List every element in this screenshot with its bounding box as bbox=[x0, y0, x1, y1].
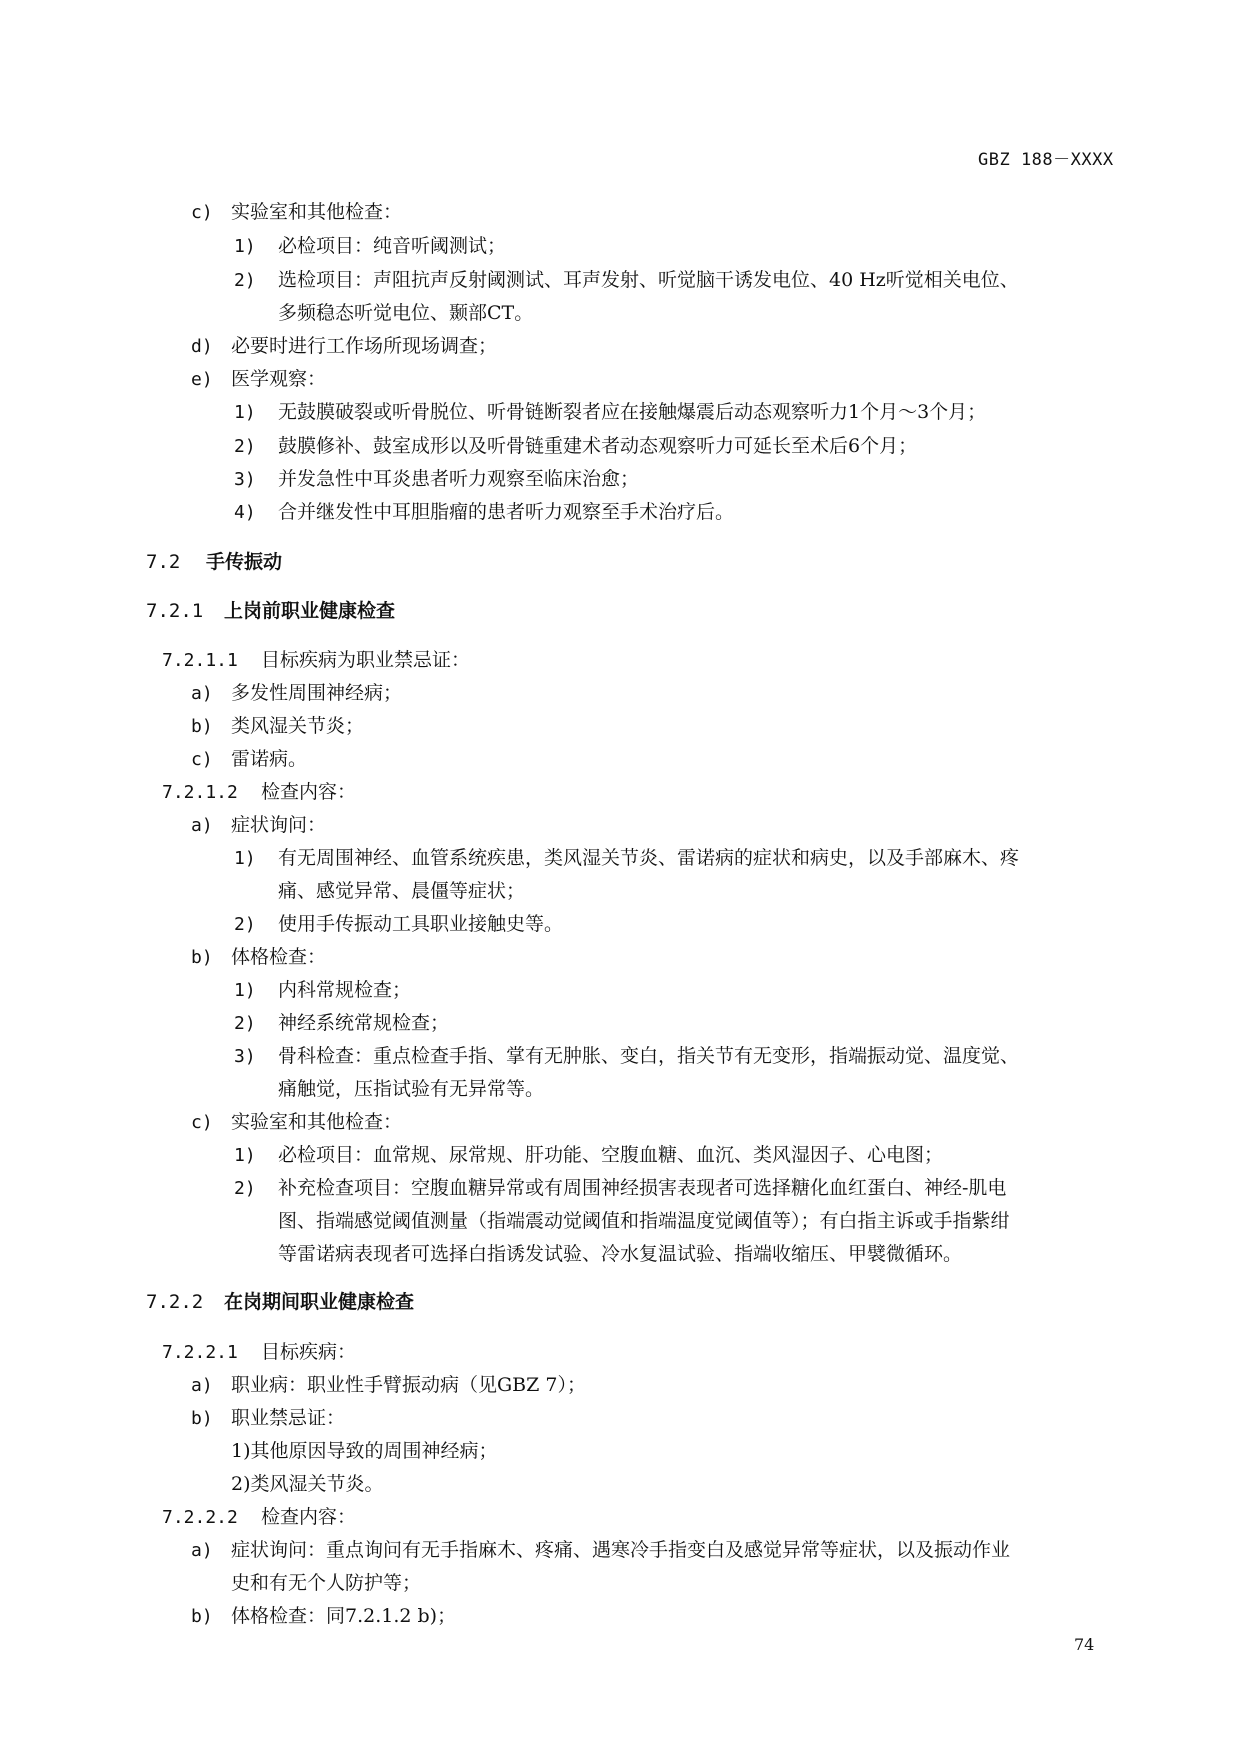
item-subline: 2)类风湿关节炎。 bbox=[231, 1473, 384, 1495]
list-item bbox=[191, 813, 326, 838]
list-item bbox=[234, 1011, 449, 1036]
clause-text: 检查内容： bbox=[261, 1506, 357, 1528]
item-label: a) bbox=[191, 1540, 213, 1561]
list-item bbox=[191, 1538, 1010, 1563]
clause-text: 目标疾病： bbox=[261, 1341, 357, 1363]
section-title: 手传振动 bbox=[206, 551, 283, 573]
item-text: 职业病：职业性手臂振动病（见GBZ 7）； bbox=[231, 1374, 586, 1396]
section-number: 7.2 bbox=[146, 551, 181, 573]
item-label: 1) bbox=[234, 1145, 256, 1166]
list-item bbox=[234, 846, 1019, 871]
item-text: 无鼓膜破裂或听骨脱位、听骨链断裂者应在接触爆震后动态观察听力1个月～3个月； bbox=[278, 401, 987, 423]
item-continuation: 多频稳态听觉电位、颞部CT。 bbox=[278, 302, 534, 324]
item-label: b) bbox=[191, 1408, 213, 1429]
clause bbox=[162, 1505, 356, 1530]
item-label: c) bbox=[191, 202, 213, 223]
item-label: a) bbox=[191, 815, 213, 836]
item-label: 2) bbox=[234, 270, 256, 291]
item-text: 雷诺病。 bbox=[231, 748, 308, 770]
item-text: 多发性周围神经病； bbox=[231, 682, 403, 704]
item-text: 症状询问： bbox=[231, 814, 327, 836]
list-item bbox=[191, 681, 402, 706]
list-item bbox=[234, 434, 917, 459]
section-heading bbox=[146, 1290, 414, 1314]
list-item bbox=[191, 200, 402, 225]
section-title: 上岗前职业健康检查 bbox=[224, 600, 396, 622]
list-item bbox=[191, 334, 497, 359]
clause-number: 7.2.2.1 bbox=[162, 1342, 238, 1363]
list-item bbox=[234, 268, 1019, 293]
list-item bbox=[234, 400, 986, 425]
item-text: 实验室和其他检查： bbox=[231, 1111, 403, 1133]
item-text: 使用手传振动工具职业接触史等。 bbox=[278, 913, 564, 935]
list-item bbox=[234, 1176, 1006, 1201]
item-text: 实验室和其他检查： bbox=[231, 201, 403, 223]
item-label: a) bbox=[191, 683, 213, 704]
item-text: 内科常规检查； bbox=[278, 979, 412, 1001]
clause bbox=[162, 648, 470, 673]
list-item bbox=[234, 467, 639, 492]
item-label: 2) bbox=[234, 914, 256, 935]
item-text: 神经系统常规检查； bbox=[278, 1012, 450, 1034]
item-label: e) bbox=[191, 369, 213, 390]
section-heading bbox=[146, 599, 395, 623]
item-label: c) bbox=[191, 1112, 213, 1133]
item-continuation: 痛触觉，压指试验有无异常等。 bbox=[278, 1078, 545, 1100]
list-item bbox=[191, 367, 326, 392]
item-label: 1) bbox=[234, 848, 256, 869]
list-item bbox=[234, 500, 734, 525]
item-label: 1) bbox=[234, 402, 256, 423]
item-text: 补充检查项目：空腹血糖异常或有周围神经损害表现者可选择糖化血红蛋白、神经-肌电 bbox=[278, 1177, 1007, 1199]
item-text: 医学观察： bbox=[231, 368, 327, 390]
item-text: 体格检查：同7.2.1.2 b)； bbox=[231, 1605, 457, 1627]
item-text: 必检项目：血常规、尿常规、肝功能、空腹血糖、血沉、类风湿因子、心电图； bbox=[278, 1144, 944, 1166]
item-label: b) bbox=[191, 1606, 213, 1627]
item-label: a) bbox=[191, 1375, 213, 1396]
item-continuation: 史和有无个人防护等； bbox=[231, 1572, 422, 1594]
clause-text: 目标疾病为职业禁忌证： bbox=[261, 649, 471, 671]
clause bbox=[162, 1340, 356, 1365]
item-label: 2) bbox=[234, 436, 256, 457]
item-label: 2) bbox=[234, 1013, 256, 1034]
list-item bbox=[191, 1406, 345, 1431]
item-label: 1) bbox=[234, 980, 256, 1001]
item-text: 合并继发性中耳胆脂瘤的患者听力观察至手术治疗后。 bbox=[278, 501, 735, 523]
item-text: 类风湿关节炎； bbox=[231, 715, 365, 737]
list-item bbox=[234, 234, 506, 259]
clause-number: 7.2.1.1 bbox=[162, 650, 238, 671]
clause-number: 7.2.2.2 bbox=[162, 1507, 238, 1528]
item-text: 并发急性中耳炎患者听力观察至临床治愈； bbox=[278, 468, 640, 490]
item-label: 4) bbox=[234, 502, 256, 523]
section-number: 7.2.2 bbox=[146, 1291, 204, 1313]
section-title: 在岗期间职业健康检查 bbox=[224, 1291, 415, 1313]
item-label: 1) bbox=[234, 236, 256, 257]
list-item bbox=[191, 714, 364, 739]
list-item bbox=[234, 912, 563, 937]
section-number: 7.2.1 bbox=[146, 600, 204, 622]
clause-text: 检查内容： bbox=[261, 781, 357, 803]
page-number: 74 bbox=[1074, 1635, 1095, 1654]
document-number: GBZ 188－XXXX bbox=[978, 150, 1114, 170]
item-label: d) bbox=[191, 336, 213, 357]
section-heading bbox=[146, 550, 282, 574]
list-item bbox=[234, 1044, 1019, 1069]
clause-number: 7.2.1.2 bbox=[162, 782, 238, 803]
item-continuation: 等雷诺病表现者可选择白指诱发试验、冷水复温试验、指端收缩压、甲襞微循环。 bbox=[278, 1243, 963, 1265]
list-item bbox=[234, 978, 411, 1003]
list-item bbox=[191, 747, 307, 772]
list-item bbox=[191, 1110, 402, 1135]
clause bbox=[162, 780, 356, 805]
item-label: 3) bbox=[234, 1046, 256, 1067]
item-text: 有无周围神经、血管系统疾患，类风湿关节炎、雷诺病的症状和病史，以及手部麻木、疼 bbox=[278, 847, 1020, 869]
item-text: 骨科检查：重点检查手指、掌有无肿胀、变白，指关节有无变形，指端振动觉、温度觉、 bbox=[278, 1045, 1020, 1067]
item-label: c) bbox=[191, 749, 213, 770]
item-text: 必检项目：纯音听阈测试； bbox=[278, 235, 507, 257]
item-text: 选检项目：声阻抗声反射阈测试、耳声发射、听觉脑干诱发电位、40 Hz听觉相关电位、 bbox=[278, 269, 1019, 291]
item-text: 鼓膜修补、鼓室成形以及听骨链重建术者动态观察听力可延长至术后6个月； bbox=[278, 435, 918, 457]
list-item bbox=[191, 1604, 456, 1629]
list-item bbox=[191, 945, 326, 970]
item-text: 症状询问：重点询问有无手指麻木、疼痛、遇寒冷手指变白及感觉异常等症状，以及振动作业 bbox=[231, 1539, 1011, 1561]
list-item bbox=[191, 1373, 586, 1398]
item-label: 2) bbox=[234, 1178, 256, 1199]
item-continuation: 图、指端感觉阈值测量（指端震动觉阈值和指端温度觉阈值等）；有白指主诉或手指紫绀 bbox=[278, 1210, 1010, 1232]
item-text: 职业禁忌证： bbox=[231, 1407, 346, 1429]
item-text: 必要时进行工作场所现场调查； bbox=[231, 335, 498, 357]
item-label: b) bbox=[191, 947, 213, 968]
item-continuation: 痛、感觉异常、晨僵等症状； bbox=[278, 880, 526, 902]
item-label: b) bbox=[191, 716, 213, 737]
item-text: 体格检查： bbox=[231, 946, 327, 968]
item-subline: 1)其他原因导致的周围神经病； bbox=[231, 1440, 498, 1462]
item-label: 3) bbox=[234, 469, 256, 490]
list-item bbox=[234, 1143, 943, 1168]
